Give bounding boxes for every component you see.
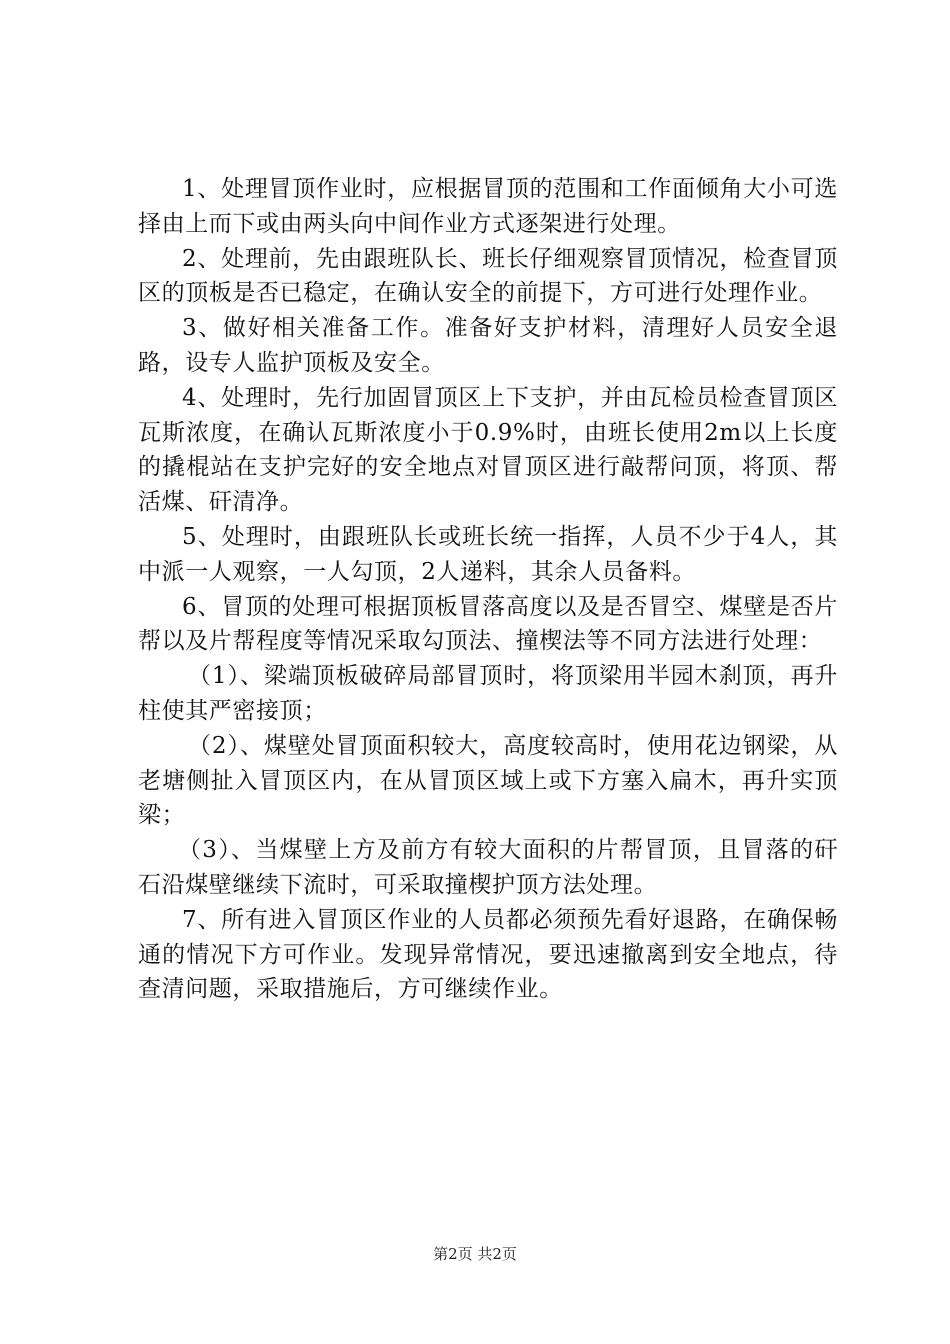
sub-item-1: （1）、梁端顶板破碎局部冒顶时，将顶梁用半园木刹顶，再升柱使其严密接顶； <box>138 663 838 724</box>
page-footer: 第2页 共2页 <box>433 1245 517 1263</box>
paragraph-5: 5、处理时，由跟班队长或班长统一指挥，人员不少于4人，其中派一人观察，一人勾顶，2人递料，其余人员备料。 <box>138 523 838 585</box>
sub-item-3: （3）、当煤壁上方及前方有较大面积的片帮冒顶，且冒落的矸石沿煤壁继续下流时，可采取撞楔护顶方法处理。 <box>138 837 838 898</box>
paragraph-2: 2、处理前，先由跟班队长、班长仔细观察冒顶情况，检查冒顶区的顶板是否已稳定，在确认安全的前提下，方可进行处理作业。 <box>138 245 838 307</box>
paragraph-4: 4、处理时，先行加固冒顶区上下支护，并由瓦检员检查冒顶区瓦斯浓度，在确认瓦斯浓度小于0.9%时，由班长使用2m以上长度的撬棍站在支护完好的安全地点对冒顶区进行敲帮问顶，将顶、帮活煤、矸清净。 <box>138 384 838 516</box>
paragraph-7: 7、所有进入冒顶区作业的人员都必须预先看好退路，在确保畅通的情况下方可作业。发现异常情况，要迅速撤离到安全地点，待查清问题，采取措施后，方可继续作业。 <box>138 906 838 1003</box>
paragraph-1: 1、处理冒顶作业时，应根据冒顶的范围和工作面倾角大小可选择由上而下或由两头向中间作业方式逐架进行处理。 <box>138 176 838 237</box>
paragraph-3: 3、做好相关准备工作。准备好支护材料，清理好人员安全退路，设专人监护顶板及安全。 <box>138 315 838 376</box>
sub-item-2: （2）、煤壁处冒顶面积较大，高度较高时，使用花边钢梁，从老塘侧扯入冒顶区内，在从冒顶区域上或下方塞入扁木，再升实顶梁； <box>138 732 838 829</box>
paragraph-6: 6、冒顶的处理可根据顶板冒落高度以及是否冒空、煤壁是否片帮以及片帮程度等情况采取勾顶法、撞楔法等不同方法进行处理： <box>138 593 838 655</box>
document-body <box>138 172 838 1007</box>
